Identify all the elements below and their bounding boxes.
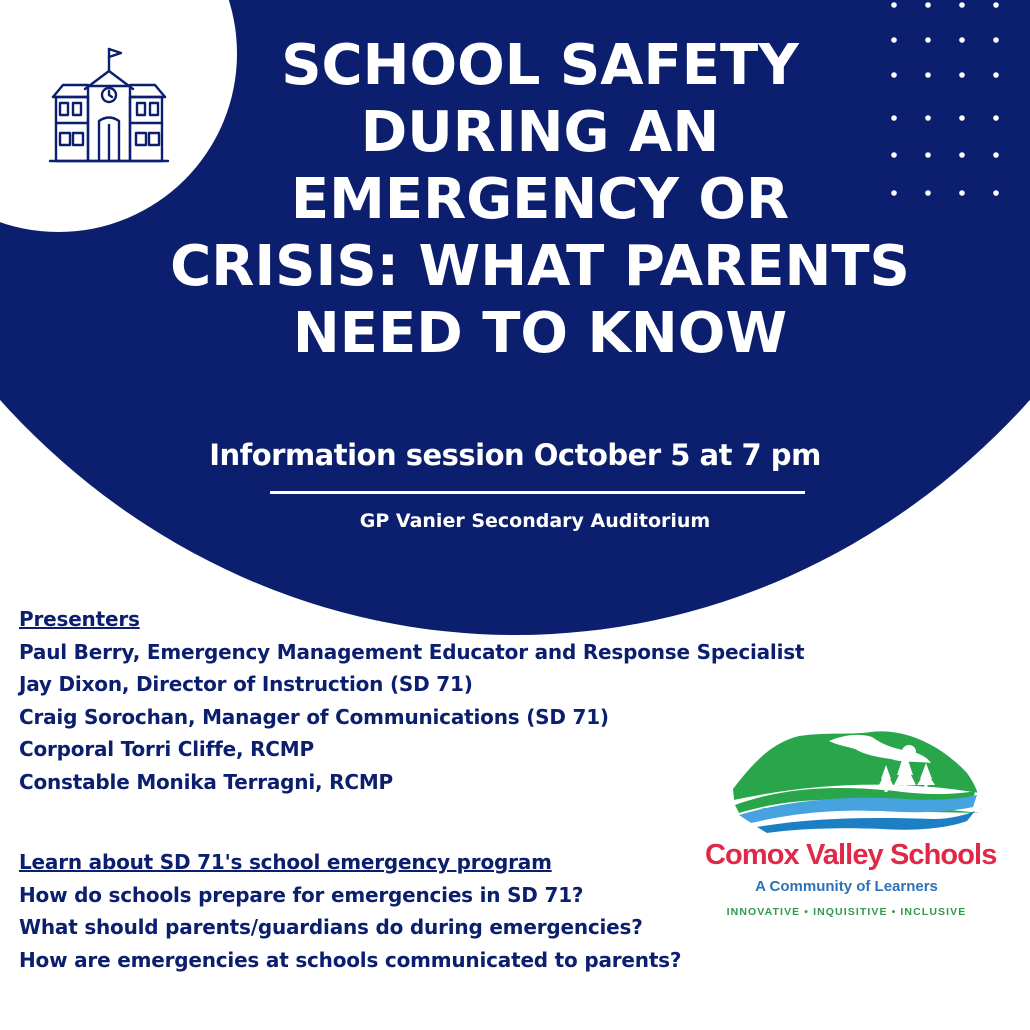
title-line: DURING AN xyxy=(360,100,720,165)
program-question: What should parents/guardians do during emergencies? xyxy=(19,915,643,939)
title-line: SCHOOL SAFETY xyxy=(281,33,799,98)
presenter-item: Paul Berry, Emergency Management Educator and Response Specialist xyxy=(19,639,805,664)
title-line: NEED TO KNOW xyxy=(292,301,788,366)
logo-name: Comox Valley Schools xyxy=(705,839,997,871)
title-line: EMERGENCY OR xyxy=(290,167,790,232)
logo-tagline: A Community of Learners xyxy=(755,878,938,895)
presenter-item: Constable Monika Terragni, RCMP xyxy=(19,769,393,794)
logo-values: INNOVATIVE • INQUISITIVE • INCLUSIVE xyxy=(726,906,967,918)
program-question: How do schools prepare for emergencies in SD 71? xyxy=(19,882,584,907)
title-line: CRISIS: WHAT PARENTS xyxy=(170,234,910,299)
program-question: How are emergencies at schools communicated to parents? xyxy=(19,947,682,972)
page-title xyxy=(150,32,930,367)
presenter-item: Craig Sorochan, Manager of Communications (SD 71) xyxy=(19,704,609,729)
presenters-heading: Presenters xyxy=(19,607,140,631)
program-heading: Learn about SD 71's school emergency program xyxy=(19,850,552,874)
venue-text: GP Vanier Secondary Auditorium xyxy=(359,510,711,532)
presenter-item: Corporal Torri Cliffe, RCMP xyxy=(19,737,314,761)
presenter-item: Jay Dixon, Director of Instruction (SD 71) xyxy=(19,672,473,696)
divider-line xyxy=(270,491,805,494)
session-subtitle: Information session October 5 at 7 pm xyxy=(209,438,821,472)
